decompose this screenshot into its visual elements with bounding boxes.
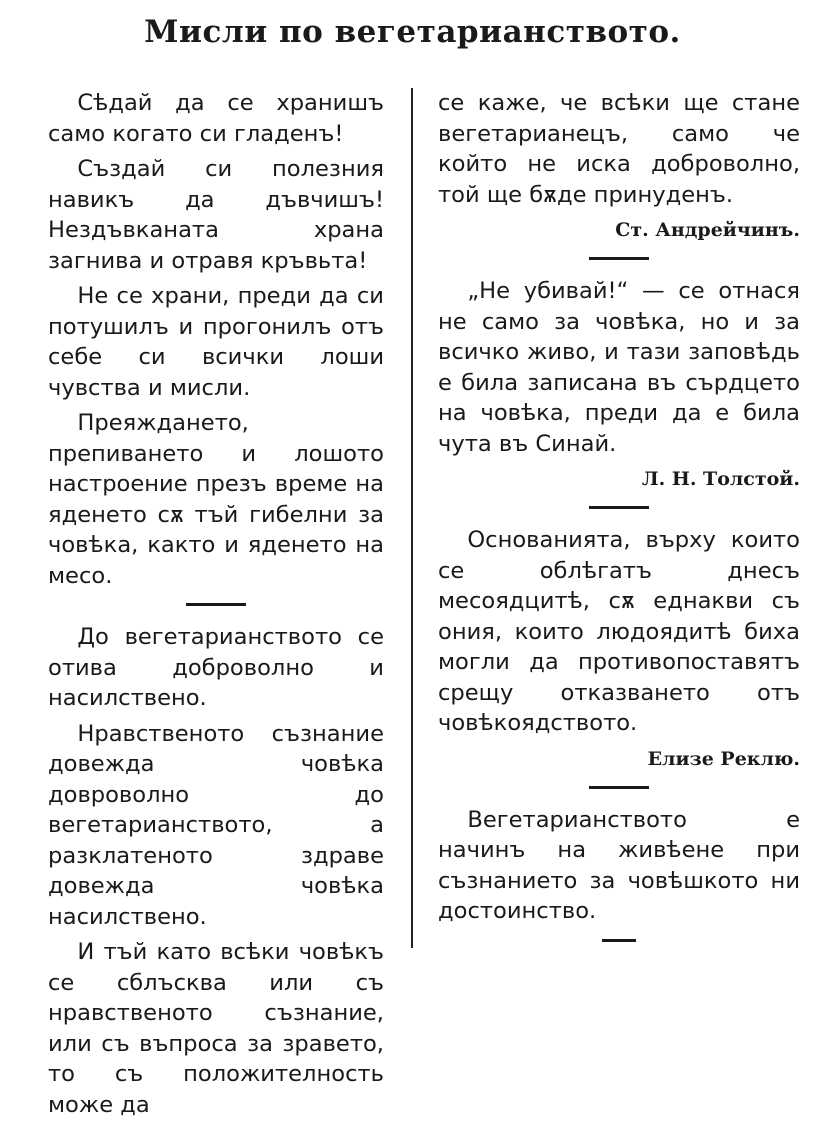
section-rule <box>186 603 246 606</box>
quote-tolstoy-author: Л. Н. Толстой. <box>641 468 800 490</box>
quote-reclus-author: Елизе Реклю. <box>647 747 800 770</box>
quote-andreychin-text: се каже, че всѣки ще стане вегетарианецъ, само че който не иска доброволно, той ще бѫде принуденъ. <box>438 90 800 208</box>
paragraph-moral-consciousness: Нравственото съзнание довежда човѣка довроволно до вегетарианството, а разклатеното здраве довежда човѣка насилствено. <box>48 720 384 930</box>
quote-dignity-text: Вегетарианството е начинъ на живѣене при съзнанието за човѣшкото ни достоинство. <box>438 806 800 924</box>
column-divider <box>411 88 413 948</box>
page-title: Мисли по вегетарианството. <box>144 14 681 50</box>
section-rule <box>589 786 649 789</box>
closing-rule <box>602 939 636 942</box>
quote-andreychin-author: Ст. Андрейчинъ. <box>615 219 800 241</box>
paragraph-eat-when-hungry: Сѣдай да се хранишъ само когато си гладенъ! <box>48 90 384 147</box>
section-rule <box>589 506 649 509</box>
paragraph-bad-feelings: Не се храни, преди да си потушилъ и прогонилъ отъ себе си всички лоши чувства и мисли. <box>48 283 384 401</box>
quote-tolstoy-text: „Не убивай!“ — се отнася не само за човѣка, но и за всичко живо, и тази заповѣдь е била записана въ сърдцето на човѣка, преди да е била чута въ Синай. <box>438 278 800 457</box>
paragraph-overeating: Преяжданeто, препиването и лошото настроение презъ време на яденето сѫ тъй гибелни за човѣка, както и яденето на месо. <box>48 410 384 589</box>
paragraph-chewing-habit: Създай си полезния навикъ да дъвчишъ! Нездъвканата храна загнива и отравя кръвьта! <box>48 156 384 274</box>
right-column <box>438 88 800 958</box>
paragraph-everyone-faces: И тъй като всѣки човѣкъ се сблъсква или съ нравственото съзнание, или съ въпроса за зравето, то съ положителность може да <box>48 939 384 1118</box>
section-rule <box>589 257 649 260</box>
paragraph-path-to-vegetarianism: До вегетарианството се отива доброволно и насилствено. <box>48 624 384 711</box>
quote-reclus-text: Основанията, върху които се облѣгатъ днесъ месоядцитѣ, сѫ еднакви съ ония, които людоядитѣ биха могли да противопоставятъ срещу отказването отъ човѣкоядството. <box>438 527 800 736</box>
left-column <box>48 88 384 1125</box>
